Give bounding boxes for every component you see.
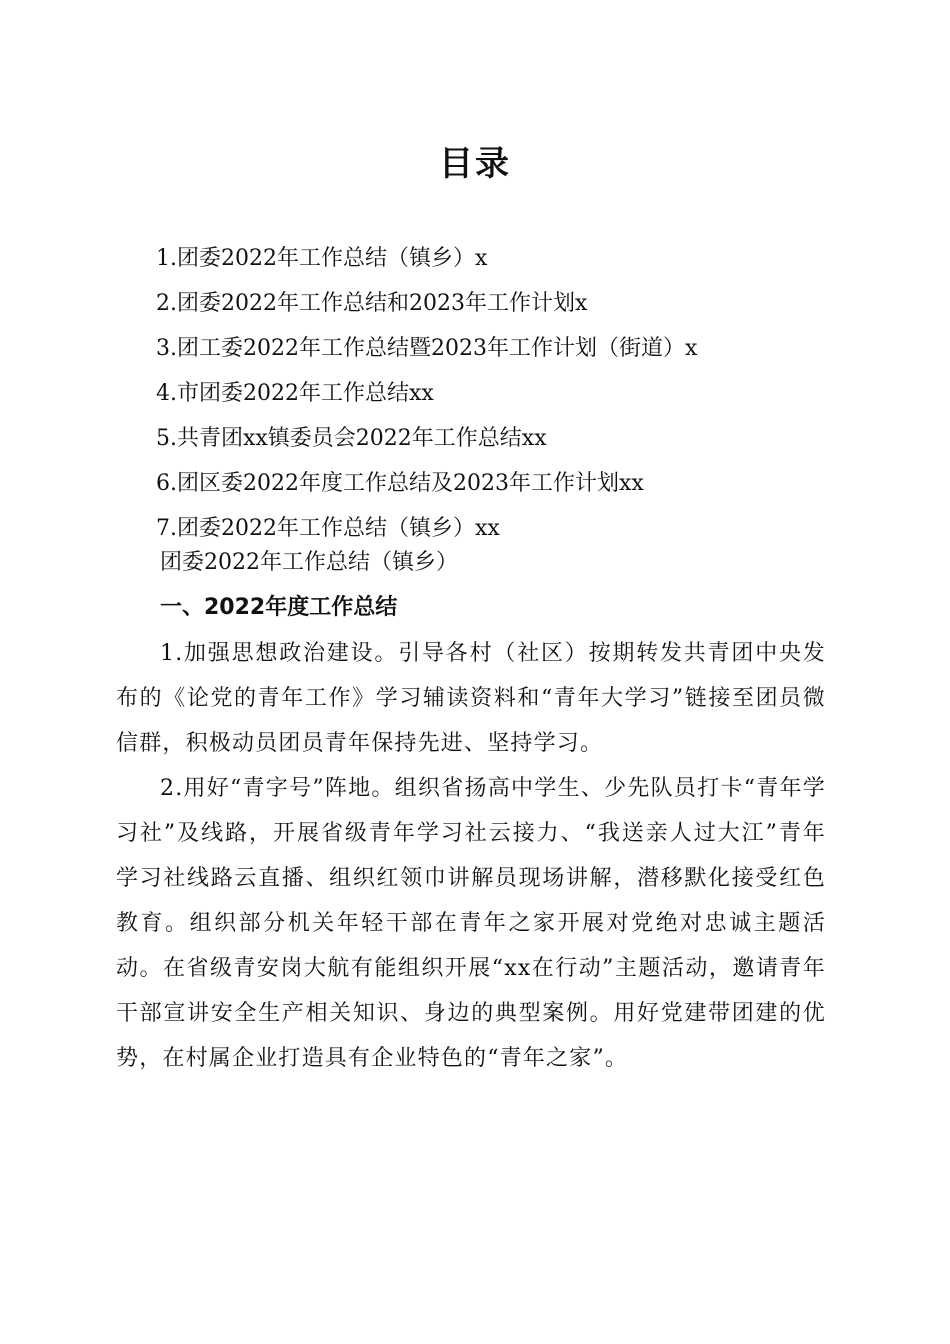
table-of-contents [156, 236, 836, 551]
toc-item[interactable]: 2.团委2022年工作总结和2023年工作计划x [156, 291, 588, 316]
toc-item[interactable]: 1.团委2022年工作总结（镇乡）x [156, 246, 488, 271]
toc-item[interactable]: 7.团委2022年工作总结（镇乡）xx [156, 516, 500, 541]
toc-item[interactable]: 3.团工委2022年工作总结暨2023年工作计划（街道）x [156, 336, 698, 361]
body-paragraph: 1.加强思想政治建设。引导各村（社区）按期转发共青团中央发布的《论党的青年工作》学习辅读资料和“青年大学习”链接至团员微信群，积极动员团员青年保持先进、坚持学习。 [116, 641, 826, 756]
toc-item[interactable]: 6.团区委2022年度工作总结及2023年工作计划xx [156, 471, 644, 496]
document-body [116, 540, 826, 1081]
toc-item[interactable]: 5.共青团xx镇委员会2022年工作总结xx [156, 426, 547, 451]
document-title: 目录 [439, 144, 511, 184]
section-heading: 一、2022年度工作总结 [160, 595, 398, 620]
toc-item[interactable]: 4.市团委2022年工作总结xx [156, 381, 434, 406]
body-paragraph: 2.用好“青字号”阵地。组织省扬高中学生、少先队员打卡“青年学习社”及线路，开展省级青年学习社云接力、“我送亲人过大江”青年学习社线路云直播、组织红领巾讲解员现场讲解，潜移默化接受红色教育。组织部分机关年轻干部在青年之家开展对党绝对忠诚主题活动。在省级青安岗大航有能组织开展“xx在行动”主题活动，邀请青年干部宣讲安全生产相关知识、身边的典型案例。用好党建带团建的优势，在村属企业打造具有企业特色的“青年之家”。 [116, 776, 826, 1071]
section-title: 团委2022年工作总结（镇乡） [160, 550, 458, 575]
